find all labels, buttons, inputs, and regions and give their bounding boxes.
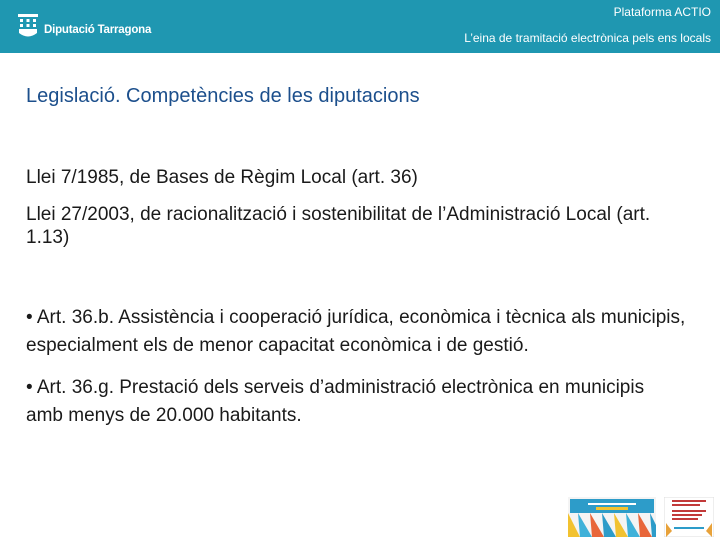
header-bar [0, 0, 720, 53]
diputacio-logo-icon [18, 14, 38, 40]
logo-text: Diputació Tarragona [44, 24, 152, 36]
award-badge-thumbnail-icon [664, 497, 714, 537]
bullet-item-1: • Art. 36.b. Assistència i cooperació jurídica, econòmica i tècnica als municipis, especialment els de menor capacitat econòmica i de gestió. [26, 307, 686, 356]
content-body [26, 166, 686, 430]
law-reference-2: Llei 27/2003, de racionalització i sostenibilitat de l’Administració Local (art. 1.13) [26, 204, 651, 248]
brand-logo[interactable] [18, 10, 151, 44]
law-reference-1: Llei 7/1985, de Bases de Règim Local (art. 36) [26, 167, 418, 188]
platform-title: Plataforma ACTIO [613, 5, 711, 19]
certificate-thumbnail-icon [568, 497, 656, 537]
bullet-item-2: • Art. 36.g. Prestació dels serveis d’administració electrònica en municipis amb menys de 20.000 habitants. [26, 377, 645, 426]
platform-subtitle: L’eina de tramitació electrònica pels ens locals [464, 31, 711, 45]
page-title: Legislació. Competències de les diputacions [26, 85, 420, 107]
